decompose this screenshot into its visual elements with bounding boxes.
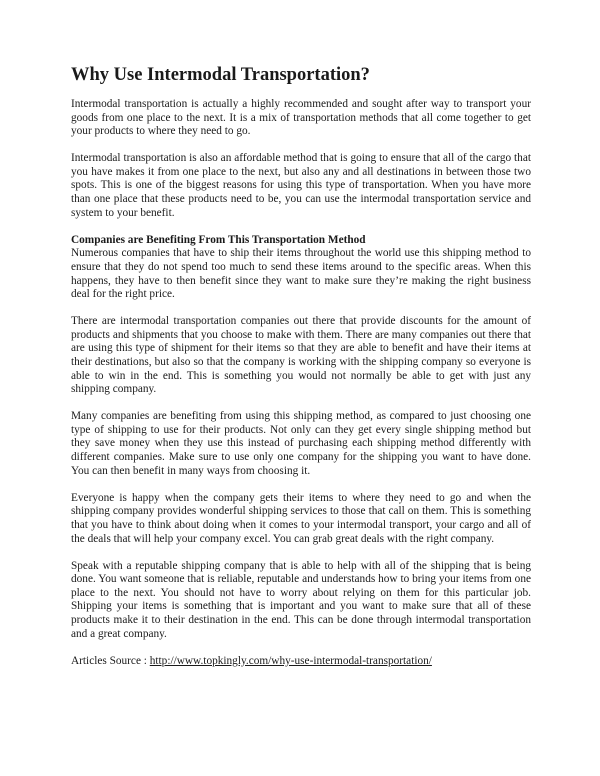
paragraph-everyone-happy: Everyone is happy when the company gets their items to where they need to go and when the shipping company provides wonderful shipping services to those that call on them. This is something that you have to think about doing when it comes to your intermodal transport, your cargo and all of the deals that will help your company excel. You can grab great deals with the right company.	[71, 491, 531, 545]
paragraph-reputable: Speak with a reputable shipping company that is able to help with all of the shipping that is being done. You want someone that is reliable, reputable and understands how to bring your items from one place to the next. You should not have to worry about relying on them for this particular job. Shipping your items is something that is important and you want to make sure that all of these products make it to their destination in the end. This can be done through intermodal transportation and a great company.	[71, 559, 531, 640]
paragraph-affordable: Intermodal transportation is also an affordable method that is going to ensure that all of the cargo that you have makes it from one place to the next, but also any and all destinations in between those two spots. This is one of the biggest reasons for using this type of transportation. When you have more than one place that these products need to be, you can use the intermodal transportation service and system to your benefit.	[71, 152, 531, 219]
paragraph-companies: Numerous companies that have to ship their items throughout the world use this shipping method to ensure that they do not spend too much to send these items around to the specific areas. When this happens, they have to then benefit since they want to make sure they’re making the right business deal for the right price.	[71, 247, 531, 301]
article-source	[71, 655, 531, 669]
page-title: Why Use Intermodal Transportation?	[71, 65, 370, 85]
paragraph-intro: Intermodal transportation is actually a highly recommended and sought after way to transport your goods from one place to the next. It is a mix of transportation methods that all come together to get your products to where they need to go.	[71, 98, 531, 138]
section-heading: Companies are Benefiting From This Transportation Method	[71, 233, 366, 246]
paragraph-benefiting: Many companies are benefiting from using this shipping method, as compared to just choosing one type of shipping to use for their products. Not only can they get every single shipping method but they save money when they use this instead of purchasing each shipping method differently with different companies. Make sure to use only one company for the shipping you want to have done. You can then benefit in many ways from choosing it.	[71, 410, 531, 477]
document-page	[71, 64, 531, 668]
source-link[interactable]: http://www.topkingly.com/why-use-intermodal-transportation/	[149, 654, 432, 667]
source-label: Articles Source :	[71, 654, 150, 667]
paragraph-discounts: There are intermodal transportation companies out there that provide discounts for the amount of products and shipments that you choose to make with them. There are many companies out there that are using this type of shipment for their items so that they are able to benefit and have their items at their destinations, but also so that the company is working with the shipping company so everyone is able to win in the end. This is something you would not normally be able to get with just any shipping company.	[71, 315, 531, 396]
